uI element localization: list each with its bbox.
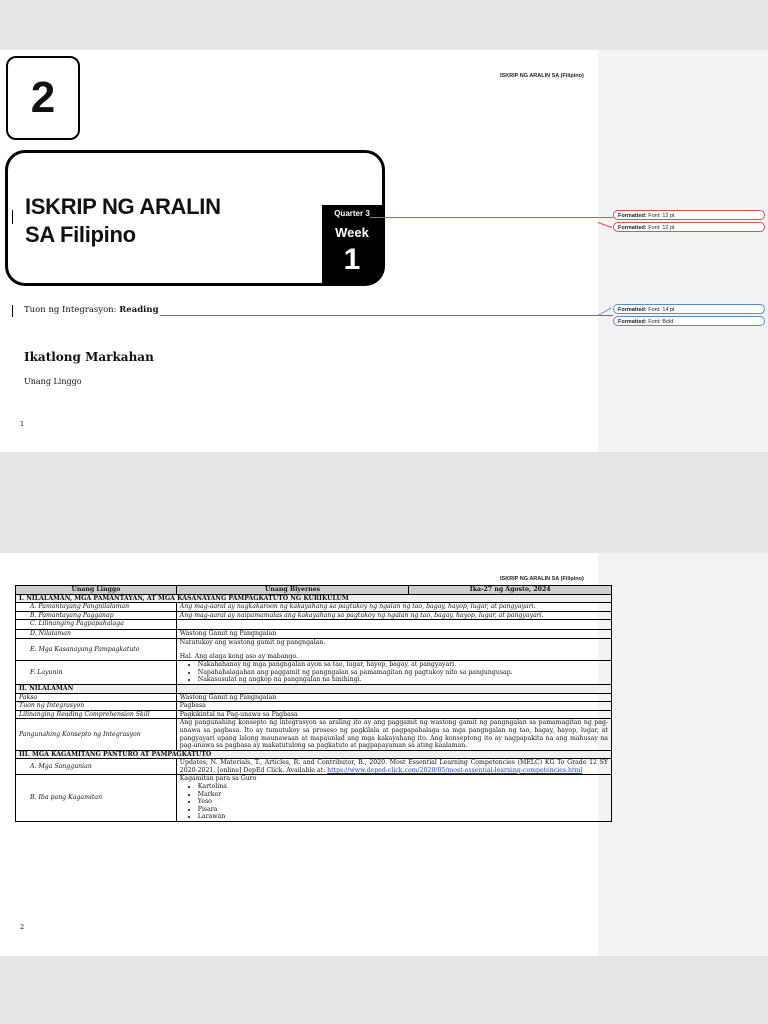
page-header: ISKRIP NG ARALIN SA (Filipino): [500, 73, 584, 79]
text-cursor: [12, 210, 13, 224]
table-row: [16, 710, 612, 719]
list-item: • Pisara: [198, 806, 608, 814]
row-label: A. Pamantayang Pangnilalaman: [16, 603, 177, 612]
integration-focus: Tuon ng Integrasyon: Reading: [24, 305, 159, 315]
table-row: [16, 775, 612, 822]
table-row: [16, 603, 612, 612]
comment-connector: [160, 315, 613, 316]
table-header-row: [16, 586, 612, 595]
page-header: ISKRIP NG ARALIN SA (Filipino): [500, 576, 584, 582]
subheading: Unang Linggo: [24, 377, 82, 386]
table-row: [16, 661, 612, 685]
format-comment[interactable]: Formatted: Font: 12 pt: [613, 210, 765, 220]
list-item: • Marker: [198, 791, 608, 799]
table-row: [16, 611, 612, 620]
row-value: Natutukoy ang wastong gamit ng pangngalan. Hal. Ang alaga kong aso ay mabango.: [176, 638, 611, 660]
row-value: Ang mag-aaral ay nagkakaroon ng kakayahang sa pagtukoy ng ngalan ng tao, bagay, hayop, lugar, at pangyayari.: [176, 603, 611, 612]
row-label: Tuon ng Integrasyon: [16, 702, 177, 711]
comment-connector: [370, 217, 613, 218]
title-line-1: ISKRIP NG ARALIN: [25, 194, 221, 219]
reference-link[interactable]: https://www.deped-click.com/2020/05/most-essential-learning-competencies.html: [327, 766, 583, 774]
row-value: Pagkikintal na Pag-unawa sa Pagbasa: [176, 710, 611, 719]
integration-value: Reading: [119, 305, 159, 315]
section-row: I. NILALAMAN, MGA PAMANTAYAN, AT MGA KASANAYANG PAMPAGKATUTO NG KURIKULUM: [16, 594, 612, 603]
table-row: [16, 693, 612, 702]
comment-margin-1: [598, 50, 768, 452]
row-value: Kagamitan para sa Guro • Kartolina • Marker • Yeso • Pisara • Larawan: [176, 775, 611, 822]
list-item: • Yeso: [198, 798, 608, 806]
week-number: 1: [343, 243, 361, 276]
list-item: • Larawan: [198, 813, 608, 821]
table-row: [16, 759, 612, 775]
row-label: Pangunahing Konsepto ng Integrasyon: [16, 719, 177, 750]
row-value: Updates, N. Materials, T., Articles, R. and Contributor, B., 2020. Most Essential Learning Competencies (MELC) KG To Grade 12 SY 2020-2021. [online] DepEd Click. Available at: https://www.deped-click.com/2020/05/most-essential-learning-competencies.html: [176, 759, 611, 775]
row-label: E. Mga Kasanayang Pampagkatuto: [16, 638, 177, 660]
week-label: Week: [335, 225, 369, 240]
row-label: D. Nilalaman: [16, 630, 177, 639]
row-value: Ang pangunahing konsepto ng integrasyon sa araling ito ay ang paggamit ng wastong gamit ng pangngalan sa pamamagitan ng pag-unawa sa pagbasa. Ito ay tumutukoy sa proseso ng pagkilala at pagpapahalaga sa mga pangngalan ng tao, bagay, hayop, lugar, at pangyayari upang lalong maunawaan at mapaunlad ang mga kakayahang ito. Ang konseptong ito ay nagpapakita na ang mahusay na pag-unawa sa pagbasa ay makatutulong sa pagkatuto at pagpapayaman sa ating kaalaman.: [176, 719, 611, 750]
title-line-2: SA Filipino: [25, 222, 136, 247]
list-item: • Kartolina: [198, 783, 608, 791]
list-item: • Nakahahanay ng mga pangngalan ayon sa tao, lugar, hayop, bagay, at pangyayari.: [198, 661, 608, 669]
grade-number-box: 2: [6, 56, 80, 140]
table-row: [16, 719, 612, 750]
row-label: A. Mga Sanggunian: [16, 759, 177, 775]
row-label: B. Iba pang Kagamitan: [16, 775, 177, 822]
table-row: [16, 638, 612, 660]
row-label: Paksa: [16, 693, 177, 702]
row-label: C. Lilinanging Pagpapahalaga: [16, 620, 177, 630]
format-comment[interactable]: Formatted: Font: Bold: [613, 316, 765, 326]
page-number: 2: [20, 923, 25, 931]
row-label: F. Layunin: [16, 661, 177, 685]
row-value: Wastong Gamit ng Pangngalan: [176, 630, 611, 639]
row-value: [176, 620, 611, 630]
row-value: Wastong Gamit ng Pangngalan: [176, 693, 611, 702]
table-cell: Unang Biyernes: [176, 586, 409, 595]
row-label: Lilinanging Reading Comprehension Skill: [16, 710, 177, 719]
quarter-label: Quarter 3: [334, 209, 370, 218]
lesson-title: [25, 193, 221, 249]
section-row: III. MGA KAGAMITANG PANTURO AT PAMPAGKATUTO: [16, 750, 612, 759]
section-heading: Ikatlong Markahan: [24, 350, 154, 364]
row-value: Ang mag-aaral ay naipamamalas ang kakayahang sa pagtukoy ng ngalan ng tao, bagay, hayop, lugar, at pangyayari.: [176, 611, 611, 620]
text-cursor: [12, 305, 13, 317]
lesson-table: [15, 585, 612, 822]
format-comment[interactable]: Formatted: Font: 12 pt: [613, 222, 765, 232]
table-cell: Ika-27 ng Agosto, 2024: [409, 586, 612, 595]
format-comment[interactable]: Formatted: Font: 14 pt: [613, 304, 765, 314]
list-item: • Napahahalagahan ang paggamit ng pangngalan sa pamamagitan ng pagtukoy nito sa pangungusap.: [198, 669, 608, 677]
row-value: Pagbasa: [176, 702, 611, 711]
section-row: II. NILALAMAN: [16, 684, 177, 693]
table-row: [16, 630, 612, 639]
row-label: B. Pamantayang Pagganap: [16, 611, 177, 620]
list-item: • Nakasusulat ng angkop na pangngalan na hinihingi.: [198, 676, 608, 684]
comment-margin-2: [598, 553, 768, 956]
table-row: [16, 702, 612, 711]
page-number: 1: [20, 420, 25, 428]
row-value: [176, 661, 611, 685]
table-cell: Unang Linggo: [16, 586, 177, 595]
table-row: [16, 620, 612, 630]
